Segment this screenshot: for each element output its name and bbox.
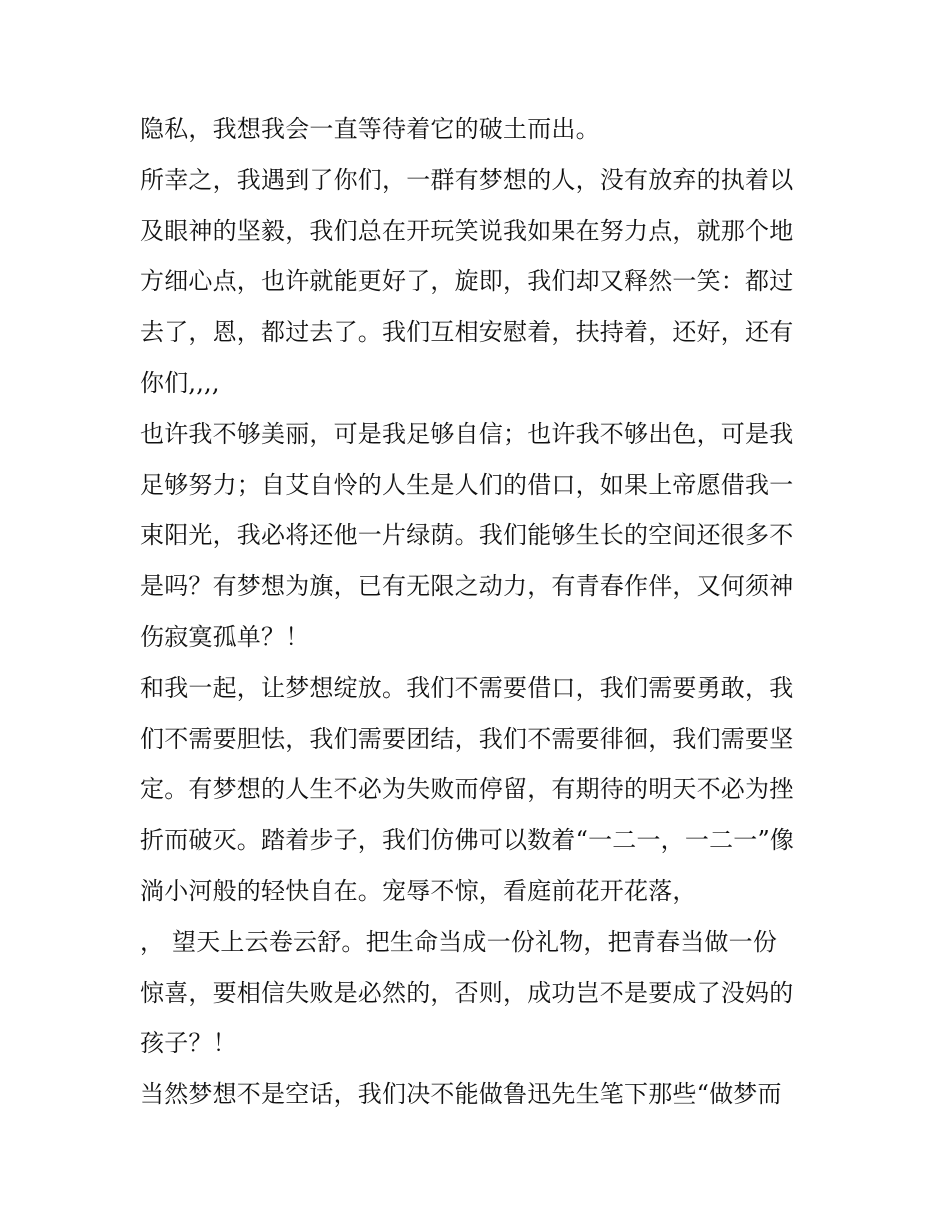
document-body xyxy=(140,104,820,1120)
text-line: 所幸之，我遇到了你们，一群有梦想的人，没有放弃的执着以 xyxy=(140,165,794,194)
text-line: 淌小河般的轻快自在。宠辱不惊，看庭前花开花落， xyxy=(140,876,697,905)
text-line: 孩子？！ xyxy=(140,1029,237,1058)
text-line: 也许我不够美丽，可是我足够自信；也许我不够出色，可是我 xyxy=(140,419,794,448)
text-line: 定。有梦想的人生不必为失败而停留，有期待的明天不必为挫 xyxy=(140,775,794,804)
text-line: 足够努力；自艾自怜的人生是人们的借口，如果上帝愿借我一 xyxy=(140,470,794,499)
text-line: 束阳光，我必将还他一片绿荫。我们能够生长的空间还很多不 xyxy=(140,521,794,550)
text-line: 隐私，我想我会一直等待着它的破土而出。 xyxy=(140,115,600,143)
text-line: 伤寂寞孤单？！ xyxy=(140,622,310,651)
text-line: 惊喜，要相信失败是必然的，否则，成功岂不是要成了没妈的 xyxy=(140,978,794,1007)
text-line: 是吗？有梦想为旗，已有无限之动力，有青春作伴，又何须神 xyxy=(140,572,794,601)
text-line: 折而破灭。踏着步子，我们仿佛可以数着“一二一，一二一”像 xyxy=(140,826,795,855)
text-line: 和我一起，让梦想绽放。我们不需要借口，我们需要勇敢，我 xyxy=(140,673,794,702)
text-line: 当然梦想不是空话，我们决不能做鲁迅先生笔下那些“做梦而 xyxy=(140,1080,782,1109)
text-line: 去了，恩，都过去了。我们互相安慰着，扶持着，还好，还有 xyxy=(140,318,794,347)
text-line: 们不需要胆怯，我们需要团结，我们不需要徘徊，我们需要坚 xyxy=(140,724,794,753)
text-line: 及眼神的坚毅，我们总在开玩笑说我如果在努力点，就那个地 xyxy=(140,216,794,245)
text-line: ， 望天上云卷云舒。把生命当成一份礼物，把青春当做一份 xyxy=(140,927,778,956)
text-line: 方细心点，也许就能更好了，旋即，我们却又释然一笑：都过 xyxy=(140,267,794,296)
text-line: 你们,,,, xyxy=(140,368,220,397)
